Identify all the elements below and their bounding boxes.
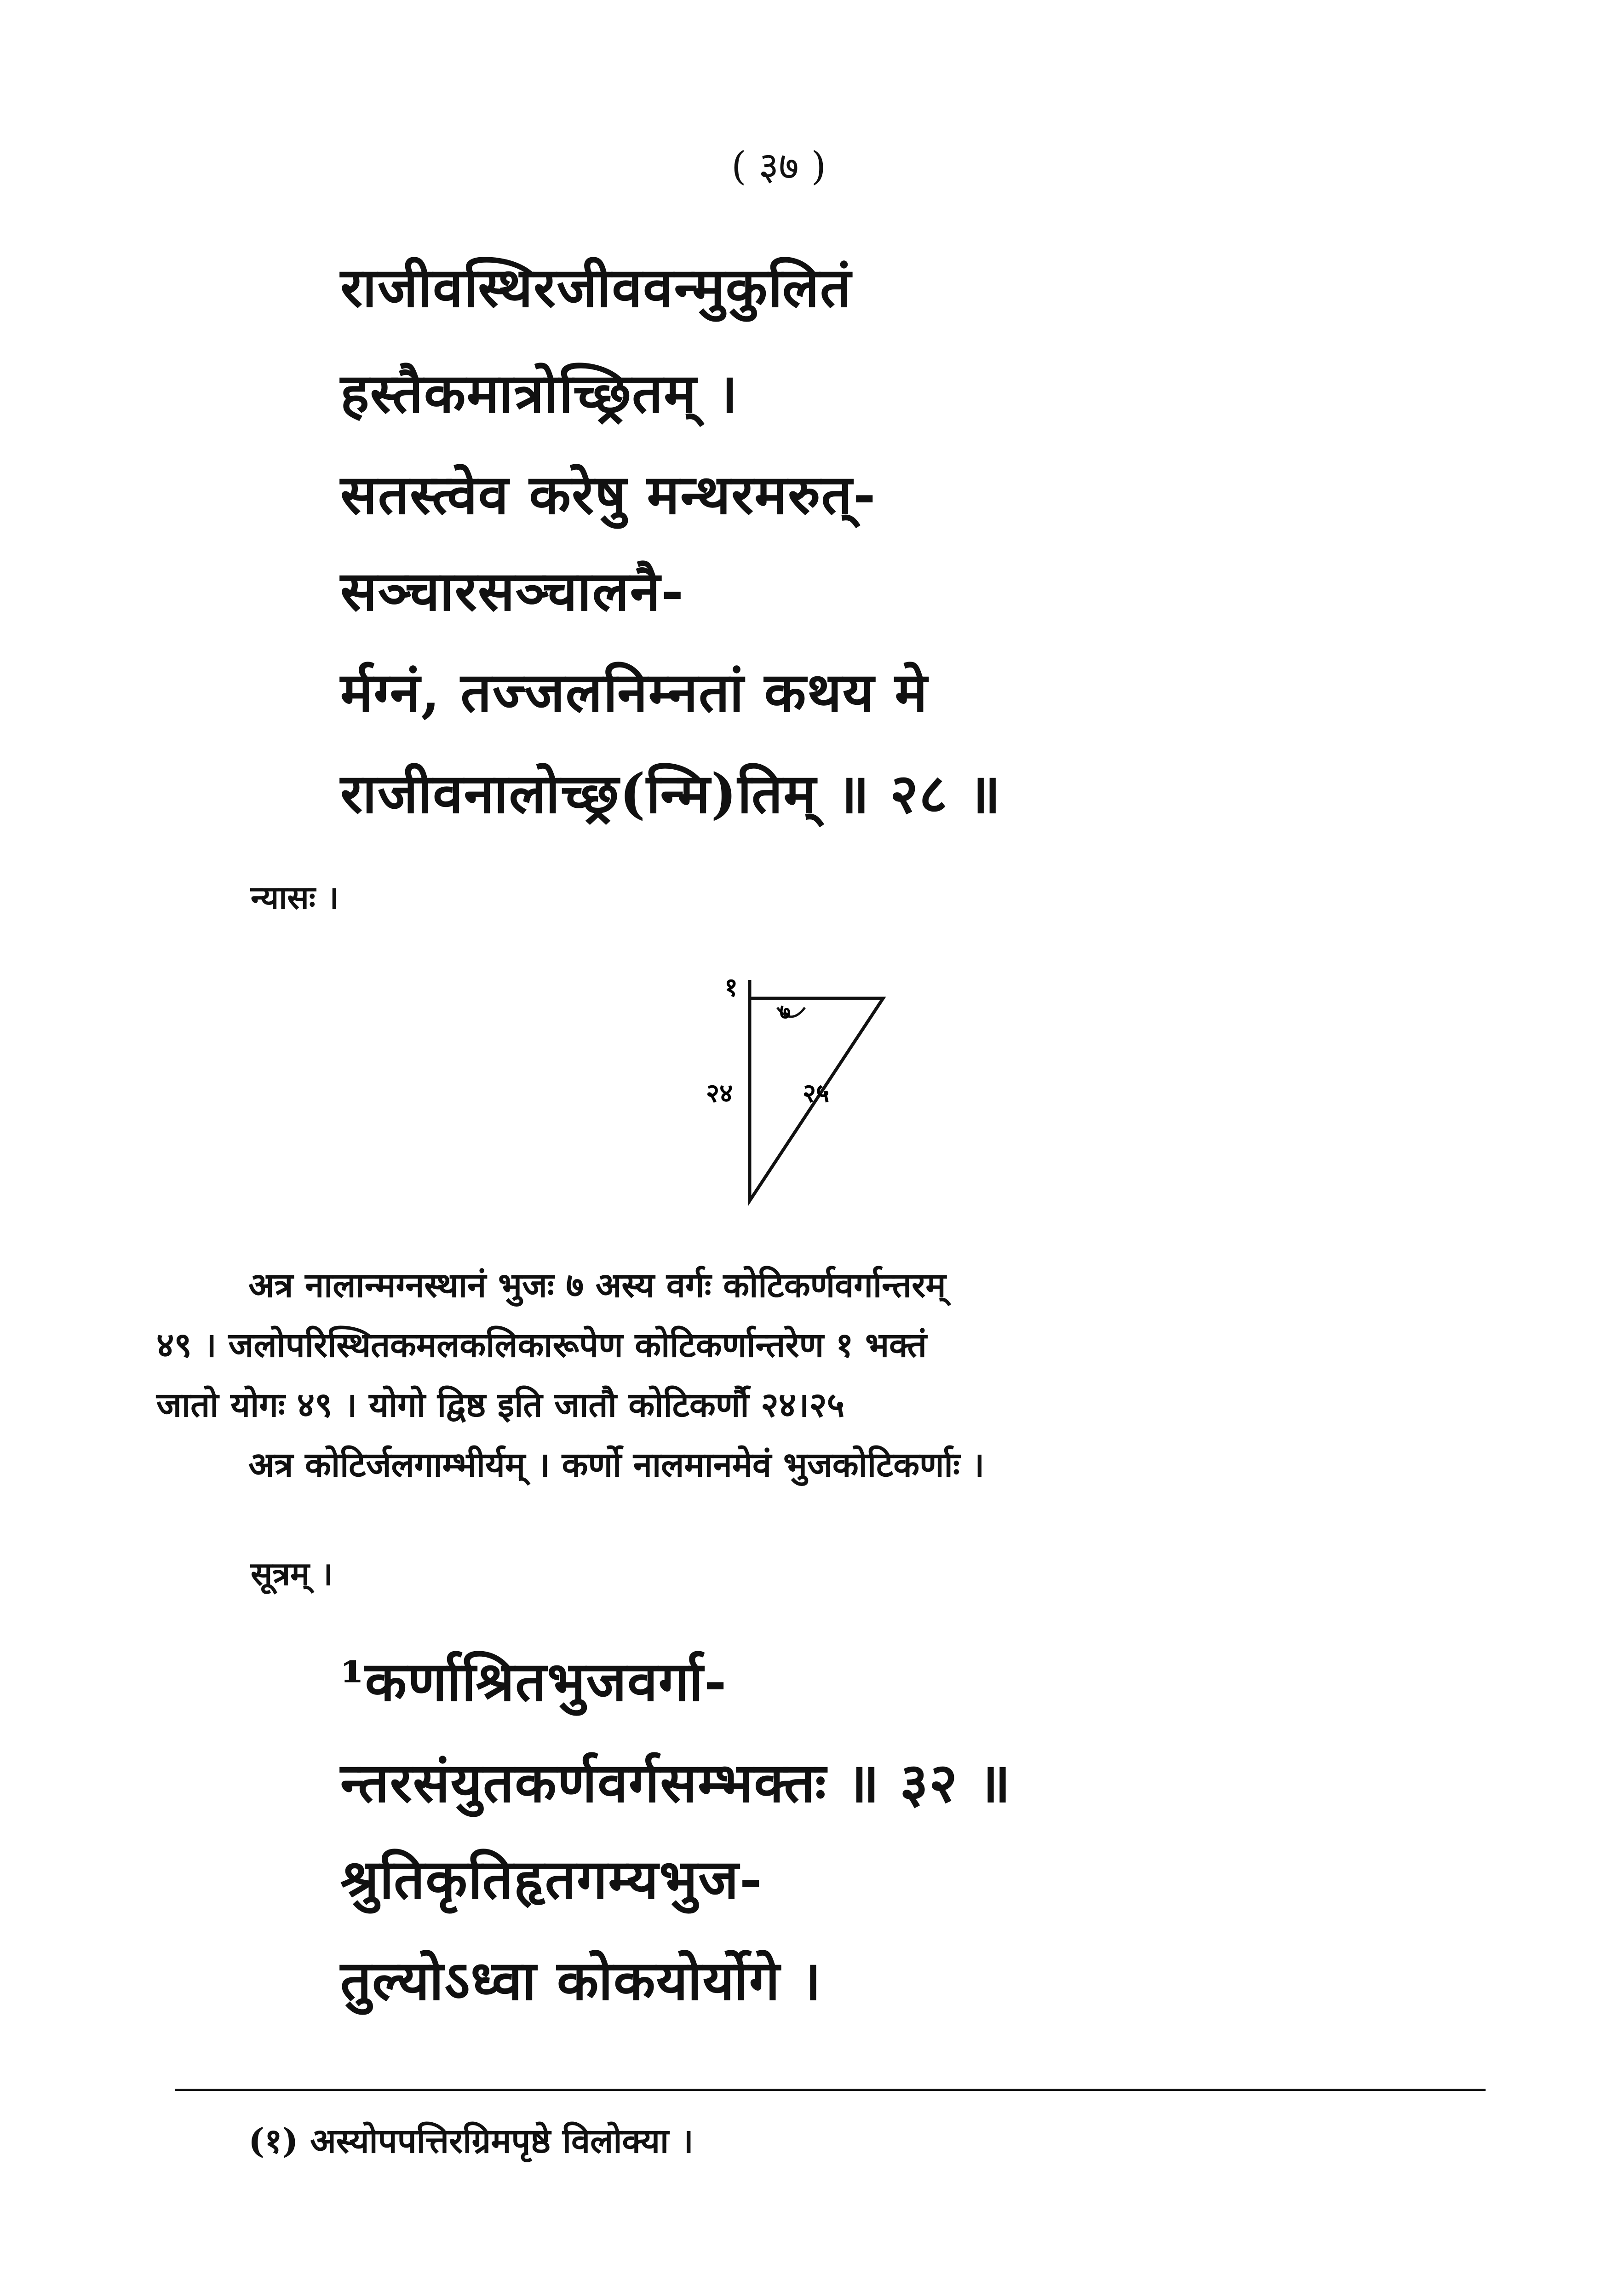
diagram-label-left: २४	[706, 1078, 733, 1108]
prose-line-1: अत्र नालान्मग्नस्थानं भुजः ७ अस्य वर्गः कोटिकर्णवर्गान्तरम्	[248, 1266, 946, 1305]
triangle-diagram	[699, 962, 929, 1221]
verse-32-line-3: श्रुतिकृतिहृतगम्यभुज-	[340, 1847, 763, 1911]
verse-28-line-2: हस्तैकमात्रोच्छ्रितम् ।	[340, 361, 739, 425]
verse-28-line-4: सञ्चारसञ्चालनै-	[340, 559, 685, 623]
prose-line-4: अत्र कोटिर्जलगाम्भीर्यम् । कर्णो नालमानमेवं भुजकोटिकर्णाः ।	[248, 1445, 985, 1485]
triangle-figure	[699, 962, 929, 1219]
verse-32-line-1: ¹कर्णाश्रितभुजवर्गा-	[340, 1649, 728, 1713]
verse-32-line-4: तुल्योऽध्वा कोकयोर्योगे ।	[340, 1948, 822, 2012]
verse-32-line-2: न्तरसंयुतकर्णवर्गसम्भक्तः ॥ ३२ ॥	[340, 1751, 1012, 1814]
diagram-label-right: २५	[803, 1078, 830, 1108]
diagram-label-inner: ७	[780, 999, 791, 1024]
footnote: (१) अस्योपपत्तिरग्रिमपृष्ठे विलोक्या ।	[248, 2121, 694, 2161]
verse-28-line-3: सतस्त्वेव करेषु मन्थरमरुत्-	[340, 462, 877, 526]
nyasa-label: न्यासः ।	[251, 878, 339, 916]
prose-line-3: जातो योगः ४९ । योगो द्विष्ठ इति जातौ कोटिकर्णौ २४।२५	[156, 1385, 845, 1425]
prose-line-2: ४९ । जलोपरिस्थितकमलकलिकारूपेण कोटिकर्णान्तरेण १ भक्तं	[156, 1325, 927, 1365]
verse-28-line-1: राजीवस्थिरजीववन्मुकुलितं	[340, 255, 852, 319]
diagram-label-top: १	[724, 972, 738, 1002]
sutram-label: सूत्रम् ।	[251, 1555, 333, 1593]
verse-28-line-6: राजीवनालोच्छ्र(न्मि)तिम् ॥ २८ ॥	[340, 761, 1002, 825]
page-number: ( ३७ )	[731, 144, 826, 189]
verse-28-line-5: र्मग्नं, तज्जलनिम्नतां कथय मे	[340, 660, 929, 724]
footnote-divider	[175, 2089, 1486, 2091]
